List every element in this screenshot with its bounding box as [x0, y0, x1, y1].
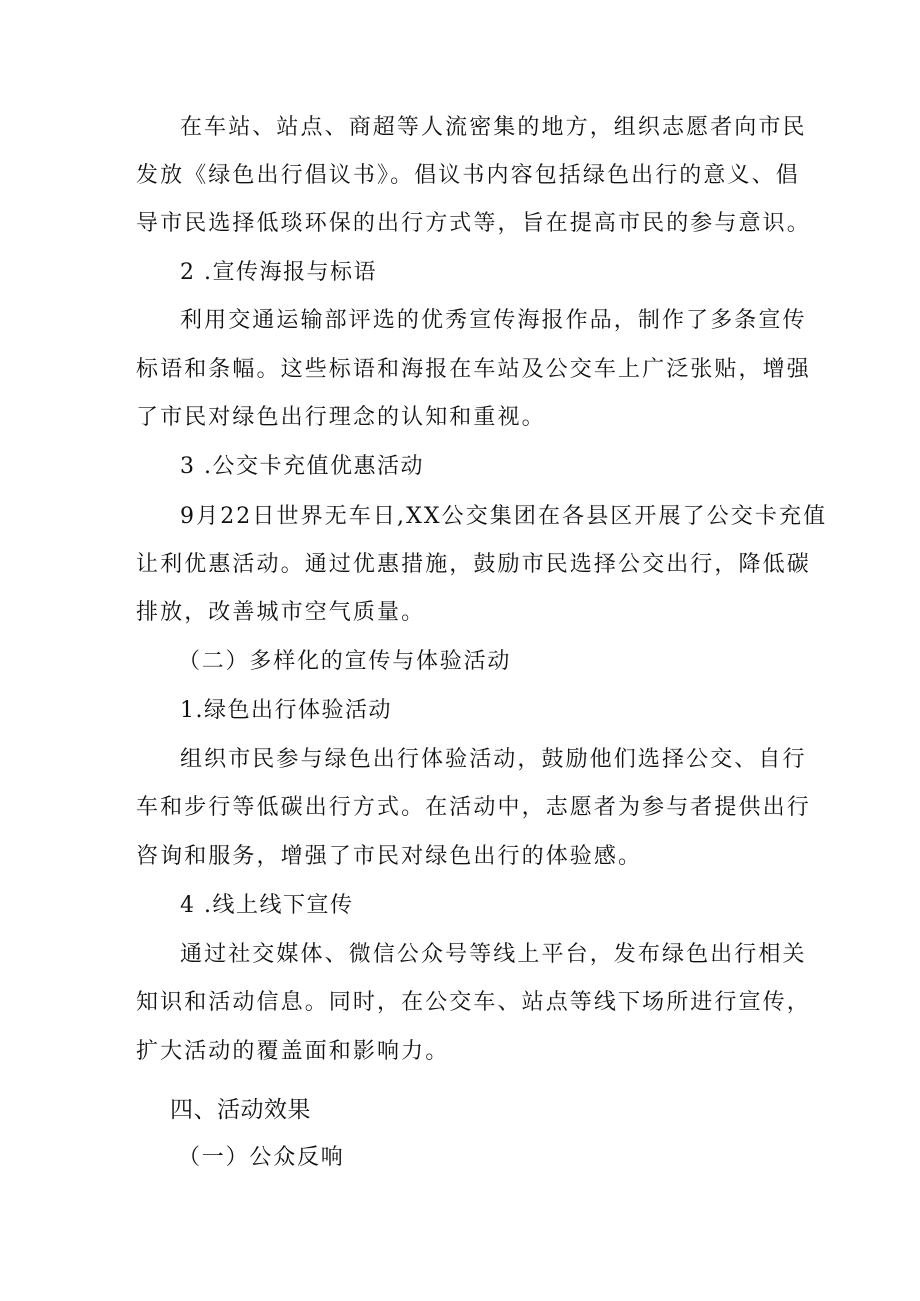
paragraph-line: 咨询和服务，增强了市民对绿色出行的体验感。 — [136, 844, 643, 869]
paragraph-line: 通过社交媒体、微信公众号等线上平台，发布绿色出行相关 — [180, 942, 807, 967]
paragraph-line: 让利优惠活动。通过优惠措施，鼓励市民选择公交出行，降低碳 — [136, 552, 811, 577]
paragraph-line: 导市民选择低琰环保的出行方式等，旨在提高市民的参与意识。 — [136, 211, 811, 236]
paragraph-line: 排放，改善城市空气质量。 — [136, 600, 426, 625]
item-heading-4: 4 .线上线下宣传 — [180, 893, 354, 918]
paragraph-line: 车和步行等低碳出行方式。在活动中，志愿者为参与者提供出行 — [136, 795, 811, 820]
paragraph-line: 了市民对绿色出行理念的认知和重视。 — [136, 405, 546, 430]
section-heading-4: 四、活动效果 — [170, 1097, 311, 1123]
item-heading-3: 3 .公交卡充值优惠活动 — [180, 454, 424, 479]
subsection-heading-2: （二）多样化的宣传与体验活动 — [178, 649, 512, 674]
subsection-heading-1: （一）公众反响 — [178, 1145, 345, 1170]
paragraph-line: 利用交通运输部评选的优秀宣传海报作品，制作了多条宣传 — [180, 308, 807, 333]
paragraph-line: 在车站、站点、商超等人流密集的地方，组织志愿者向市民 — [180, 115, 807, 140]
paragraph-line: 扩大活动的覆盖面和影响力。 — [136, 1039, 450, 1064]
item-heading-1: 1.绿色出行体验活动 — [180, 698, 392, 723]
paragraph-line: 知识和活动信息。同时，在公交车、站点等线下场所进行宣传， — [136, 990, 811, 1015]
item-heading-2: 2 .宣传海报与标语 — [180, 260, 377, 285]
paragraph-line: 9月22日世界无车日,XX公交集团在各县区开展了公交卡充值 — [180, 504, 828, 529]
paragraph-line: 发放《绿色出行倡议书》。倡议书内容包括绿色出行的意义、倡 — [136, 163, 800, 188]
paragraph-line: 组织市民参与绿色出行体验活动，鼓励他们选择公交、自行 — [180, 747, 807, 772]
paragraph-line: 标语和条幅。这些标语和海报在车站及公交车上广泛张贴，增强 — [136, 357, 811, 382]
